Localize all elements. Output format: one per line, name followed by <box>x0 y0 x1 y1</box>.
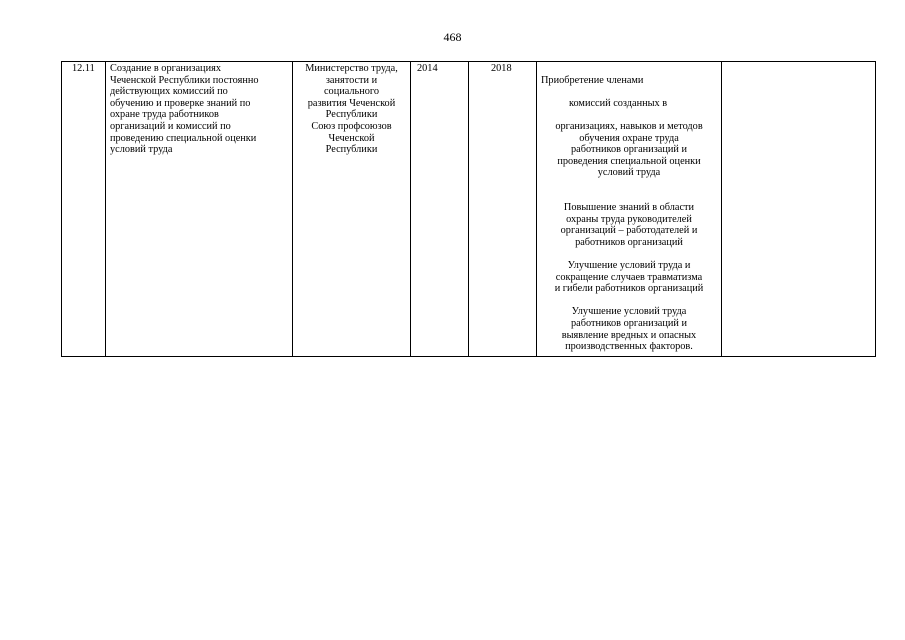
notes-cell <box>722 62 876 357</box>
result-paragraph-3: Улучшение условий труда и сокращение случаев травматизма и гибели работников организаций <box>554 260 704 295</box>
result-text: организациях, навыков и методов обучения охране труда работников организаций и проведения специальной оценки условий труда <box>555 120 703 179</box>
executors-cell <box>293 62 411 357</box>
expected-results-cell <box>537 62 722 357</box>
activity-table <box>61 61 876 357</box>
result-line: комиссий созданных в <box>569 97 668 109</box>
page-number: 468 <box>443 30 462 44</box>
end-year: 2018 <box>469 62 537 357</box>
result-line: Приобретение членами <box>541 74 644 86</box>
activity-name-cell <box>106 62 293 357</box>
row-number: 12.11 <box>62 62 106 357</box>
result-paragraph-1 <box>541 63 717 191</box>
result-paragraph-2: Повышение знаний в области охраны труда руководителей организаций – работодателей и работников организаций <box>560 202 698 248</box>
result-paragraph-4: Улучшение условий труда работников организаций и выявление вредных и опасных производственных факторов. <box>561 306 697 353</box>
activity-name: Создание в организациях Чеченской Республики постоянно действующих комиссий по обучению и проверке знаний по охране труда работников организаций и комиссий по проведению специальной оценки условий труда <box>110 63 259 156</box>
start-year: 2014 <box>411 62 469 357</box>
table-row <box>62 62 876 357</box>
executors: Министерство труда, занятости и социального развития Чеченской Республики Союз профсоюзов Чеченской Республики <box>305 63 398 156</box>
